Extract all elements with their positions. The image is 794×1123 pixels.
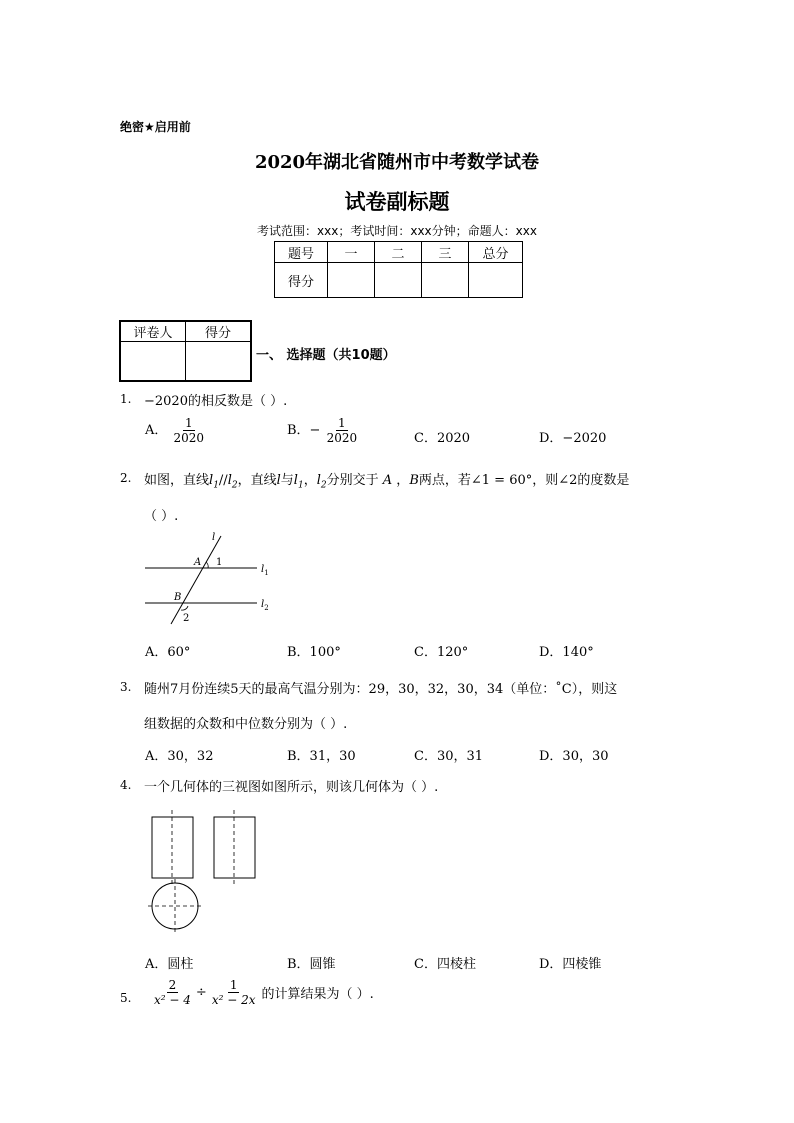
stem-text: 的计算结果为（ ）. [261,987,374,1002]
score-cell[interactable] [328,263,375,298]
division-operator: ÷ [195,985,207,1000]
line-l1: $l_1$ [209,473,219,491]
label-l2: $l_2$ [261,599,269,612]
front-view-rect [152,817,193,878]
score-header-cell: 二 [375,242,422,263]
stem-text: ， [396,473,410,488]
fraction-denominator: x² − 2x [211,993,256,1007]
side-view-rect [214,817,255,878]
question-number: 5. [120,991,132,1005]
line-l2: $l_2$ [227,473,238,491]
stem-text: ，直线 [237,473,277,488]
question-stem: 如图，直线$l_1//l_2$，直线l与$l_1$，$l_2$分别交于 A ，B两点，若∠1 = 60°，则∠2的度数是 [144,473,630,491]
option-d[interactable]: D．四棱锥 [539,957,602,972]
fraction-numerator: 2 [168,978,177,992]
line-l1: $l_1$ [293,473,304,491]
fraction-denominator: x² − 4 [154,993,191,1007]
section-title: 一、 选择题（共10题） [256,348,396,363]
score-header-cell: 题号 [275,242,328,263]
label-l: l [212,532,216,543]
question-stem-continued: 组数据的众数和中位数分别为（ ）. [144,717,348,732]
grader-header-cell: 得分 [186,321,252,342]
point-a: A [378,473,397,488]
label-b: B [174,592,182,603]
stem-text: 分别交于 [326,473,379,488]
option-label: B．− [287,423,321,438]
fraction [210,978,258,1007]
option-d[interactable]: D．30，30 [539,749,609,764]
fraction-numerator: 1 [338,416,346,430]
option-b[interactable]: B．31，30 [287,749,356,764]
fraction [152,978,193,1007]
fraction-numerator: 1 [184,416,193,430]
question-stem: 随州7月份连续5天的最高气温分别为：29，30，32，30，34（单位：˚C），则这 [144,682,618,697]
option-c[interactable]: C．30，31 [414,749,484,764]
option-c[interactable]: C．四棱柱 [414,957,476,972]
stem-text: ， [303,473,317,488]
option-b[interactable]: B．100° [287,645,341,660]
score-cell[interactable] [422,263,469,298]
label-angle-2: 2 [183,613,190,624]
option-a[interactable]: A．圆柱 [145,957,194,972]
question-stem-continued: （ ）. [144,509,179,524]
label-a: A [194,557,202,568]
option-a[interactable]: A．30，32 [145,749,214,764]
point-b: B [409,473,419,488]
grader-header-cell: 评卷人 [120,321,186,342]
label-l1: $l_1$ [261,564,269,577]
question-number: 3. [120,680,132,694]
parallel-lines-figure [140,530,280,630]
question-stem [152,978,374,1007]
option-a[interactable]: A．60° [145,645,191,660]
line-l2: $l_2$ [316,473,327,491]
question-stem: −2020的相反数是（ ）. [144,394,288,409]
fraction [172,416,207,445]
stem-text: 与 [280,473,294,488]
exam-title: 2020年湖北省随州市中考数学试卷 [254,152,540,173]
grader-cell[interactable] [186,342,252,381]
exam-subtitle: 试卷副标题 [344,190,450,214]
confidential-mark: 绝密★启用前 [120,120,191,134]
fraction [325,416,360,445]
angle-2-arc [181,606,188,610]
question-stem: 一个几何体的三视图如图所示，则该几何体为（ ）. [144,780,439,795]
option-label: A． [145,423,168,438]
grader-cell[interactable] [120,342,186,381]
option-c[interactable]: C．2020 [414,431,471,446]
stem-text: 如图，直线 [144,473,210,488]
question-number: 2. [120,471,132,485]
transversal-l-drawing [171,536,221,624]
score-cell[interactable] [469,263,523,298]
score-header-cell: 三 [422,242,469,263]
fraction-denominator: 2020 [326,431,358,445]
question-number: 4. [120,778,132,792]
option-b[interactable] [287,416,359,445]
label-angle-1: 1 [216,557,223,568]
score-header-cell: 一 [328,242,375,263]
option-d[interactable]: D．140° [539,645,594,660]
option-b[interactable]: B．圆锥 [287,957,336,972]
line-l: l [276,473,281,488]
stem-text: 两点，若∠1 = 60°，则∠2的度数是 [418,473,630,488]
exam-info: 考试范围：xxx；考试时间：xxx分钟；命题人：xxx [257,224,537,238]
option-a[interactable] [145,416,206,445]
fraction-denominator: 2020 [173,431,205,445]
fraction-numerator: 1 [229,978,238,992]
three-views-figure [140,806,270,936]
angle-1-arc [206,562,208,568]
option-d[interactable]: D．−2020 [539,431,607,446]
question-number: 1. [120,392,132,406]
score-row-label: 得分 [275,263,328,298]
score-cell[interactable] [375,263,422,298]
score-table [274,241,523,298]
grader-table [119,320,252,382]
score-header-cell: 总分 [469,242,523,263]
option-c[interactable]: C．120° [414,645,469,660]
